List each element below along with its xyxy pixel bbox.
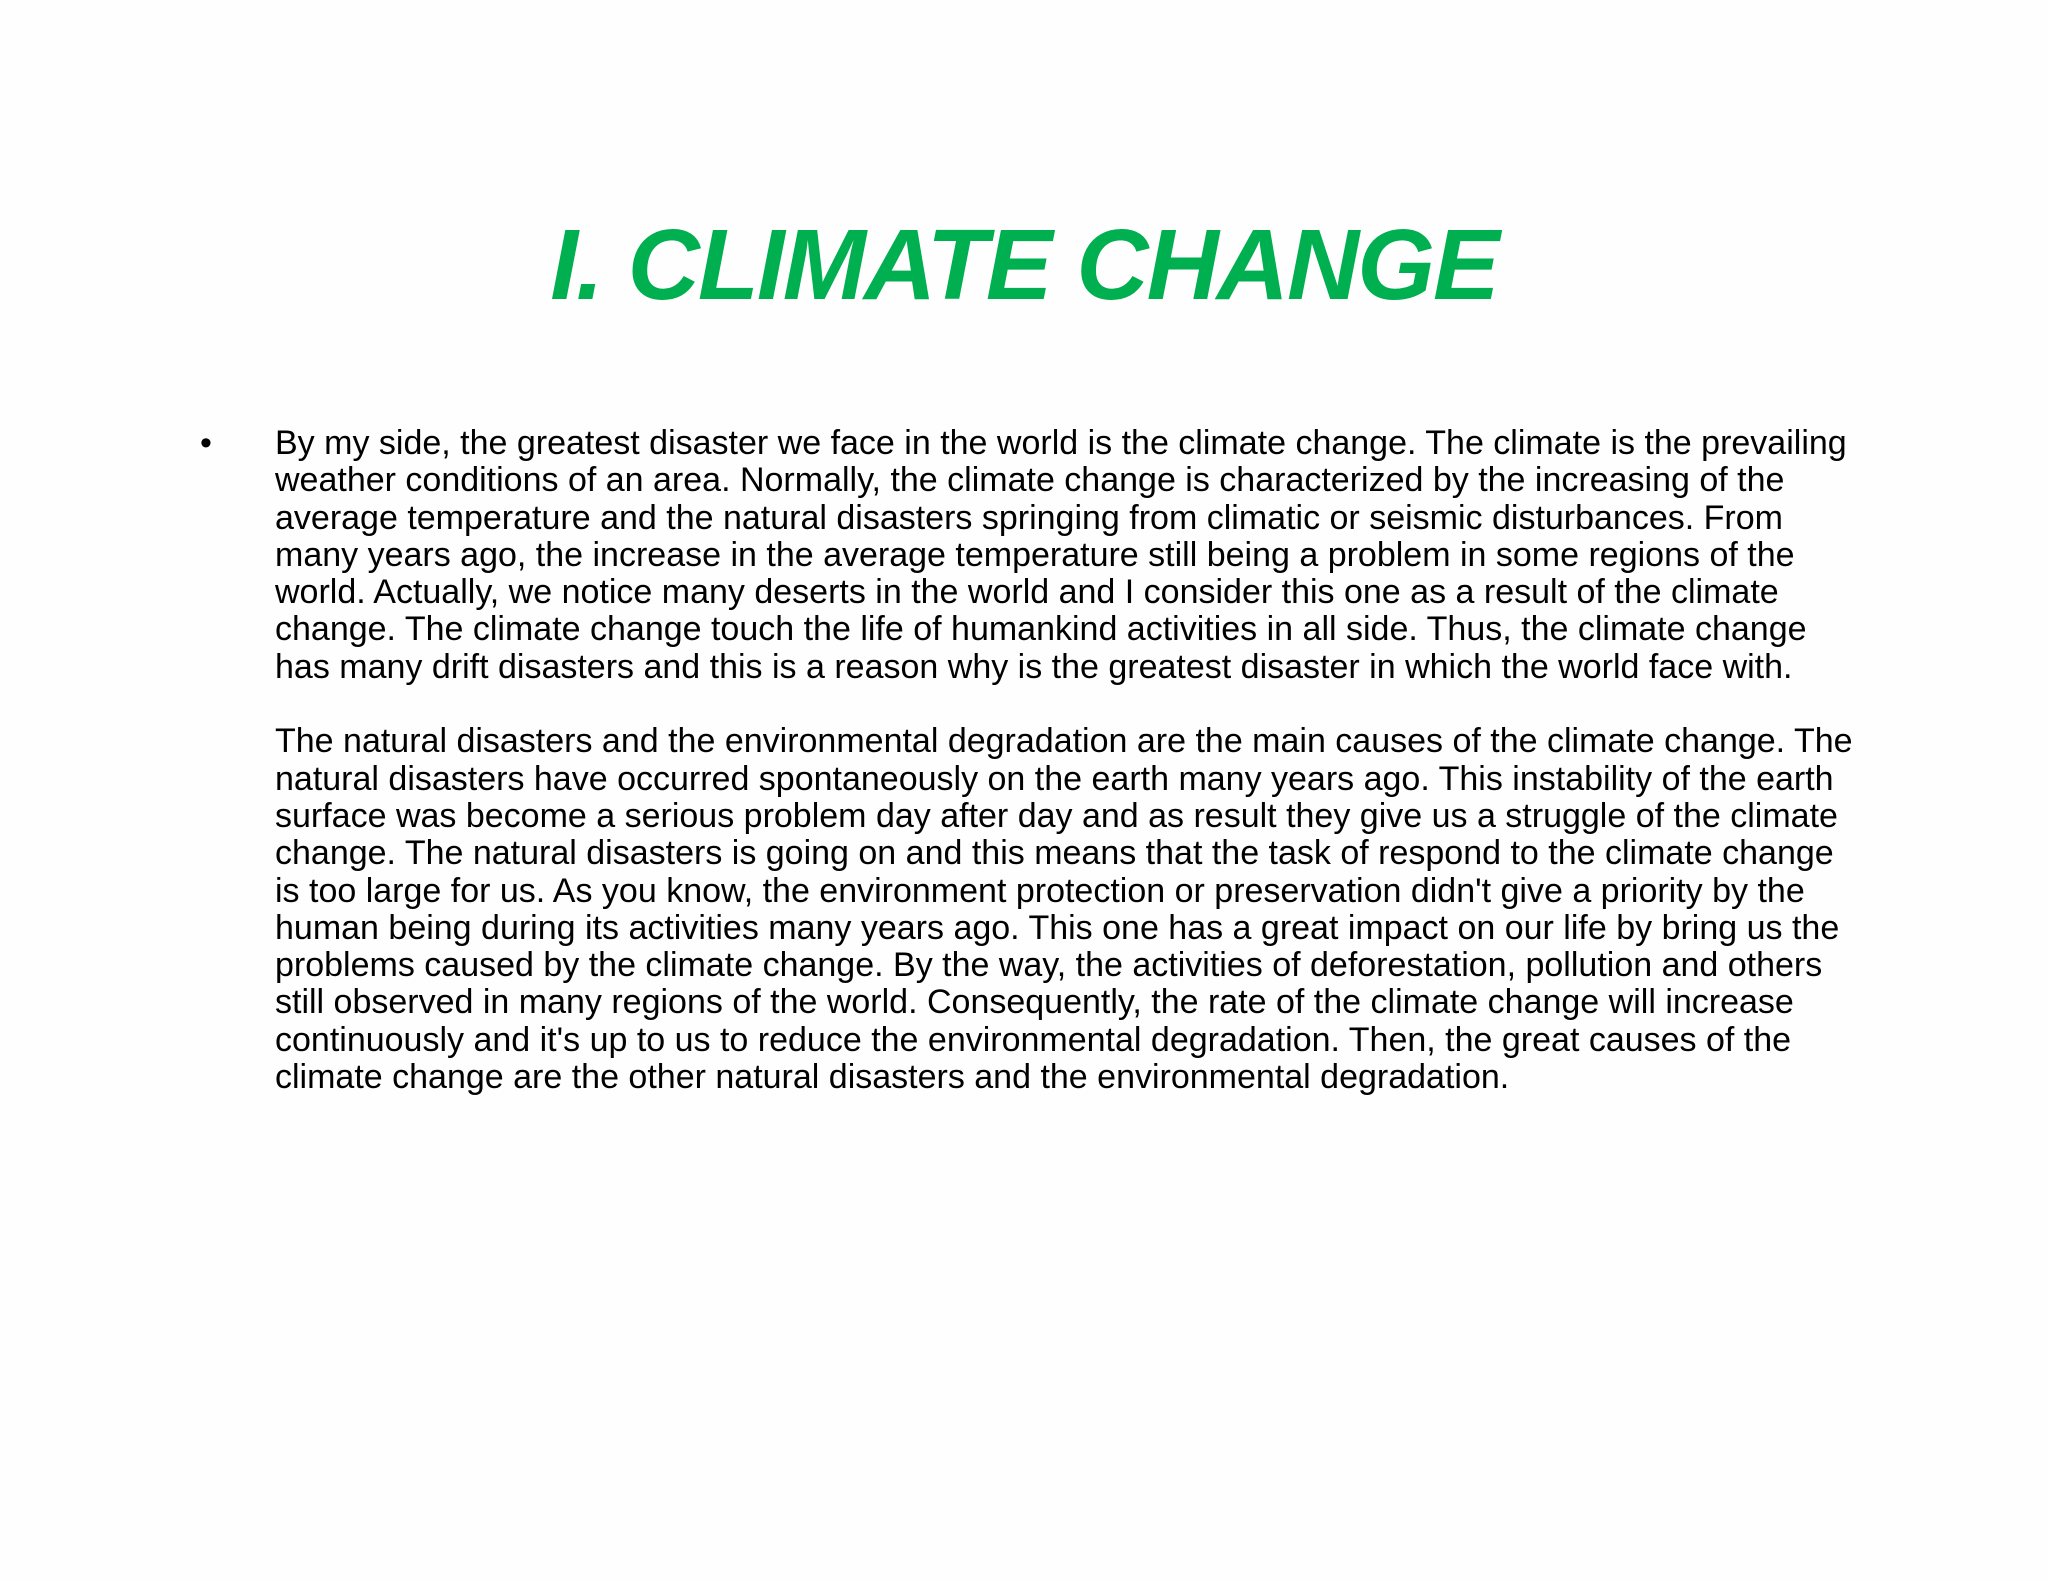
slide-title: I. CLIMATE CHANGE — [550, 209, 1498, 321]
slide-body — [200, 425, 1860, 1096]
paragraph-1: By my side, the greatest disaster we face in the world is the climate change. The climate is the prevailing weather conditions of an area. Normally, the climate change is characterized by the increasing of the average temperature and the natural disasters springing from climatic or seismic disturbances. From many years ago, the increase in the average temperature still being a problem in some regions of the world. Actually, we notice many deserts in the world and I consider this one as a result of the climate change. The climate change touch the life of humankind activities in all side. Thus, the climate change has many drift disasters and this is a reason why is the greatest disaster in which the world face with. — [275, 424, 1847, 686]
bullet-marker: • — [200, 424, 212, 462]
paragraph-2: The natural disasters and the environmental degradation are the main causes of the climate change. The natural disasters have occurred spontaneously on the earth many years ago. This instability of the earth surface was become a serious problem day after day and as result they give us a struggle of the climate change. The natural disasters is going on and this means that the task of respond to the climate change is too large for us. As you know, the environment protection or preservation didn't give a priority by the human being during its activities many years ago. This one has a great impact on our life by bring us the problems caused by the climate change. By the way, the activities of deforestation, pollution and others still observed in many regions of the world. Consequently, the rate of the climate change will increase continuously and it's up to us to reduce the environmental degradation. Then, the great causes of the climate change are the other natural disasters and the environmental degradation. — [275, 722, 1853, 1097]
